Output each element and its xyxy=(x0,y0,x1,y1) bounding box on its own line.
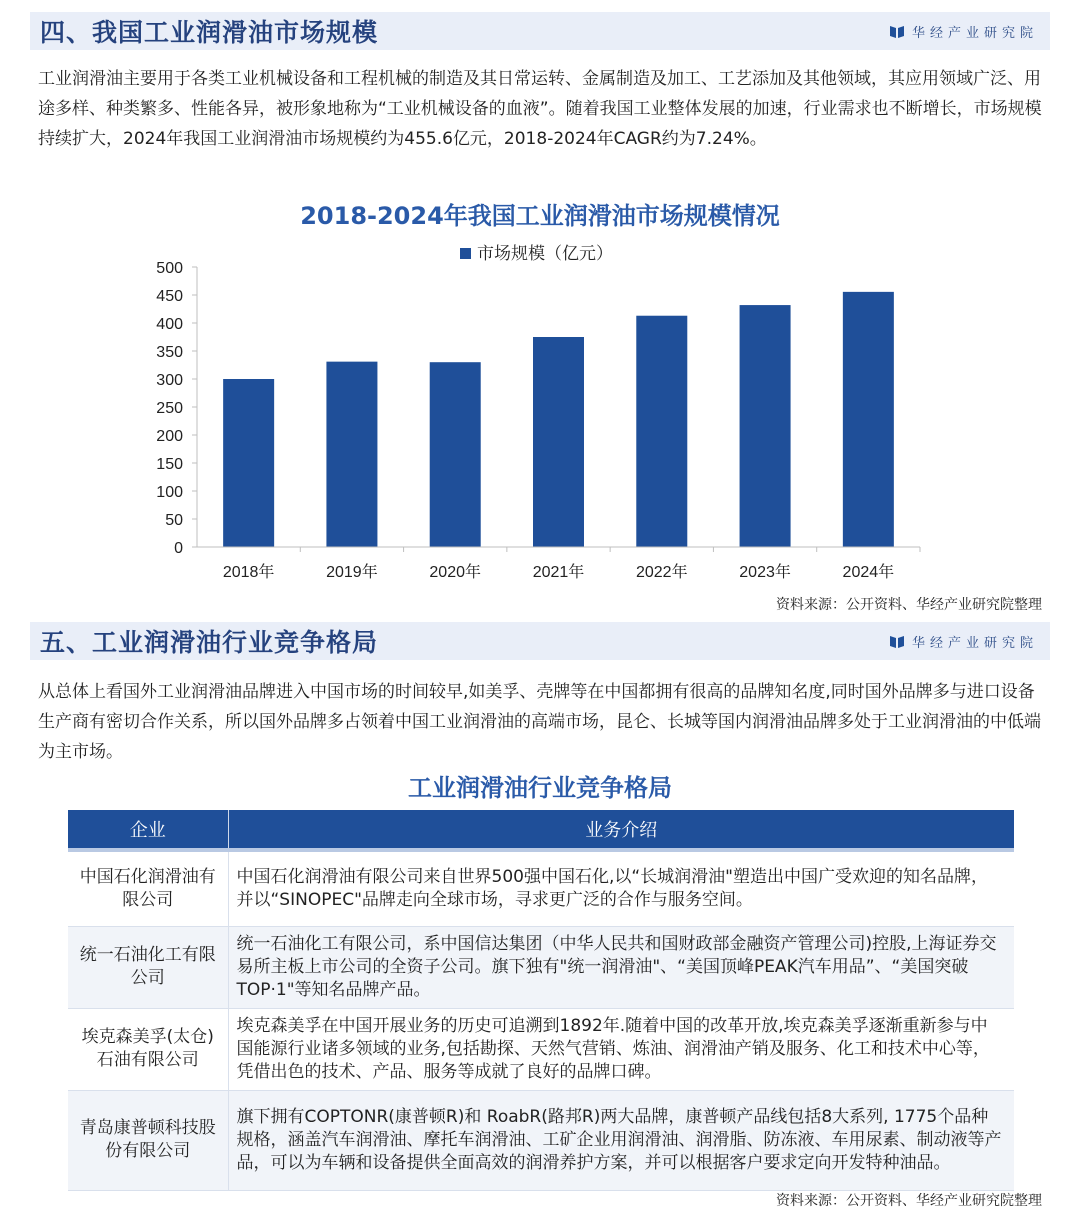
brand-logo-icon xyxy=(890,634,904,648)
market-size-bar-chart xyxy=(140,238,940,590)
competition-table xyxy=(68,810,1014,1191)
y-tick-label: 100 xyxy=(156,484,183,501)
x-tick-label: 2019年 xyxy=(326,564,378,581)
desc-cell: 中国石化润滑油有限公司来自世界500强中国石化,以“长城润滑油"塑造出中国广受欢迎的知名品牌，并以“SINOPEC"品牌走向全球市场，寻求更广泛的合作与服务空间。 xyxy=(236,866,988,910)
brand-label-2 xyxy=(890,632,1038,651)
header-desc: 业务介绍 xyxy=(228,810,1014,848)
y-tick-label: 0 xyxy=(174,540,183,557)
table-row xyxy=(68,1008,1014,1090)
section5-paragraph: 从总体上看国外工业润滑油品牌进入中国市场的时间较早,如美孚、壳牌等在中国都拥有很高的品牌知名度,同时国外品牌多与进口设备生产商有密切合作关系，所以国外品牌多占领着中国工业润滑油的高端市场，昆仑、长城等国内润滑油品牌多处于工业润滑油的中低端为主市场。 xyxy=(38,682,1041,762)
company-cell: 中国石化润滑油有限公司 xyxy=(68,852,228,926)
desc-cell: 埃克森美孚在中国开展业务的历史可追溯到1892年.随着中国的改革开放,埃克森美孚逐渐重新参与中国能源行业诸多领域的业务,包括勘探、天然气营销、炼油、润滑油产销及服务、化工和技术中心等，凭借出色的技术、产品、服务等成就了良好的品牌口碑。 xyxy=(236,1015,990,1082)
y-tick-label: 500 xyxy=(156,260,183,277)
bar xyxy=(533,337,584,547)
x-tick-label: 2018年 xyxy=(222,564,275,581)
brand-name: 华经产业研究院 xyxy=(911,635,1038,651)
section5-header xyxy=(30,622,1050,660)
table-row xyxy=(68,852,1014,926)
bar xyxy=(740,305,791,547)
company-cell: 统一石油化工有限公司 xyxy=(68,926,228,1008)
bar xyxy=(843,292,894,547)
y-tick-label: 50 xyxy=(165,512,183,529)
section4-source: 资料来源：公开资料、华经产业研究院整理 xyxy=(776,597,1042,613)
bar xyxy=(223,379,274,547)
header-company: 企业 xyxy=(68,810,228,848)
y-axis xyxy=(156,260,197,557)
table-title: 工业润滑油行业竞争格局 xyxy=(408,774,672,802)
brand-name: 华经产业研究院 xyxy=(911,25,1038,41)
y-tick-label: 150 xyxy=(156,456,183,473)
section4-title: 四、我国工业润滑油市场规模 xyxy=(40,18,379,47)
x-tick-label: 2024年 xyxy=(842,564,895,581)
y-tick-label: 250 xyxy=(156,400,183,417)
bar xyxy=(326,362,377,547)
bars xyxy=(223,292,894,547)
table-row xyxy=(68,1090,1014,1190)
x-tick-label: 2021年 xyxy=(532,564,585,581)
desc-cell: 旗下拥有COPTONR(康普顿R)和 RoabR(路邦R)两大品牌，康普顿产品线包括8大系列, 1775个品种规格，涵盖汽车润滑油、摩托车润滑油、工矿企业用润滑油、润滑脂、防冻液、车用尿素、制动液等产品，可以为车辆和设备提供全面高效的润滑养护方案，并可以根据客户要求定向开发特种油品。 xyxy=(236,1106,1002,1173)
brand-label xyxy=(890,22,1038,41)
y-tick-label: 200 xyxy=(156,428,183,445)
desc-cell: 统一石油化工有限公司，系中国信达集团（中华人民共和国财政部金融资产管理公司)控股,上海证券交易所主板上市公司的全资子公司。旗下独有"统一润滑油"、“美国顶峰PEAK汽车用品”、“美国突破TOP·1"等知名品牌产品。 xyxy=(236,933,997,1000)
y-tick-label: 300 xyxy=(156,372,183,389)
brand-logo-icon xyxy=(890,24,904,38)
y-tick-label: 400 xyxy=(156,316,183,333)
chart-title: 2018-2024年我国工业润滑油市场规模情况 xyxy=(300,202,780,230)
bar xyxy=(636,316,687,547)
company-cell: 埃克森美孚(太仓)石油有限公司 xyxy=(68,1008,228,1090)
legend-swatch xyxy=(460,248,471,259)
x-tick-label: 2023年 xyxy=(739,564,791,581)
y-tick-label: 350 xyxy=(156,344,183,361)
bar xyxy=(430,362,481,547)
table-row xyxy=(68,926,1014,1008)
section4-header xyxy=(30,12,1050,50)
company-cell: 青岛康普顿科技股份有限公司 xyxy=(68,1090,228,1190)
section5-source: 资料来源：公开资料、华经产业研究院整理 xyxy=(776,1193,1042,1209)
y-tick-label: 450 xyxy=(156,288,183,305)
x-tick-label: 2022年 xyxy=(635,564,688,581)
chart-legend xyxy=(460,244,613,263)
section4-paragraph: 工业润滑油主要用于各类工业机械设备和工程机械的制造及其日常运转、金属制造及加工、工艺添加及其他领域，其应用领域广泛、用途多样、种类繁多、性能各异，被形象地称为“工业机械设备的血液”。随着我国工业整体发展的加速，行业需求也不断增长，市场规模持续扩大，2024年我国工业润滑油市场规模约为455.6亿元，2018-2024年CAGR约为7.24%。 xyxy=(38,69,1042,149)
section5-title: 五、工业润滑油行业竞争格局 xyxy=(40,628,379,657)
legend-label: 市场规模（亿元） xyxy=(477,244,613,263)
x-axis xyxy=(197,547,920,581)
x-tick-label: 2020年 xyxy=(429,564,482,581)
